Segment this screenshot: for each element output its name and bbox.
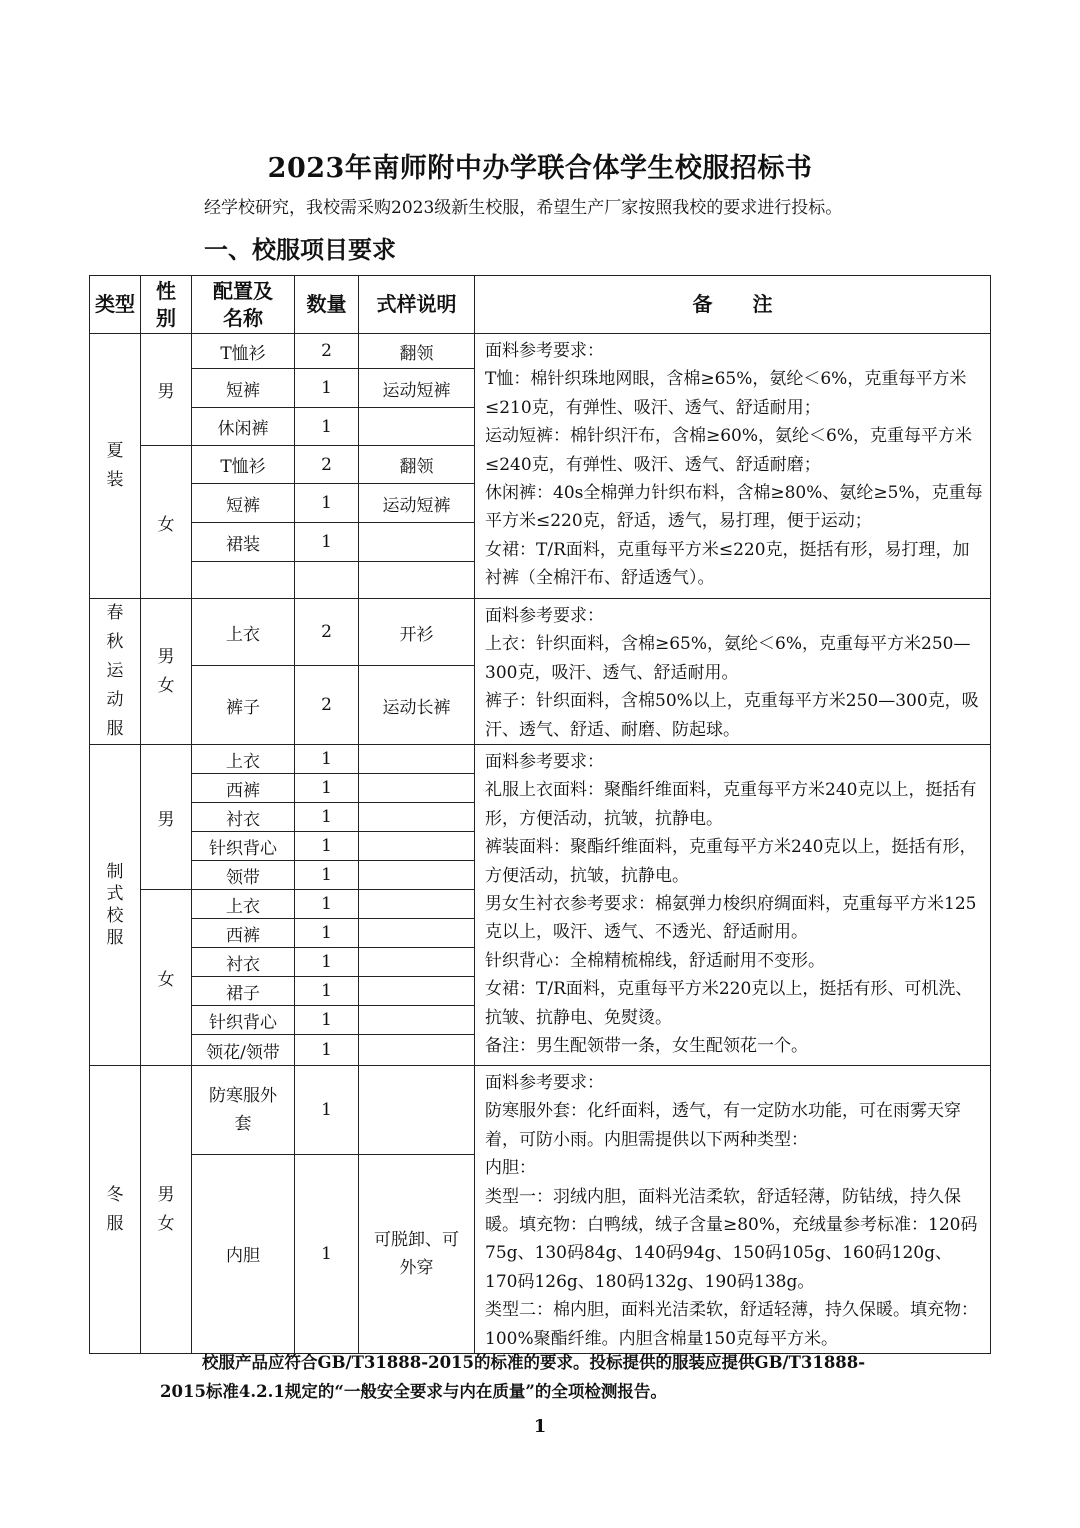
empty-cell bbox=[192, 562, 295, 599]
section-heading: 一、校服项目要求 bbox=[204, 235, 396, 264]
gender-cell: 男女 bbox=[141, 599, 192, 745]
item-name: 衬衣 bbox=[192, 803, 295, 832]
gender-cell: 女 bbox=[141, 446, 192, 599]
item-name: 裙子 bbox=[192, 977, 295, 1006]
header-qty: 数量 bbox=[295, 276, 359, 334]
item-name: 裙装 bbox=[192, 523, 295, 562]
empty-cell bbox=[359, 745, 475, 774]
empty-cell bbox=[359, 890, 475, 919]
header-gender: 性别 bbox=[141, 276, 192, 334]
item-name: 短裤 bbox=[192, 369, 295, 408]
table-row bbox=[90, 599, 991, 666]
item-style bbox=[359, 523, 475, 562]
item-name: 上衣 bbox=[192, 745, 295, 774]
item-name: T恤衫 bbox=[192, 446, 295, 484]
item-style: 运动短裤 bbox=[359, 369, 475, 408]
uniform-requirements-table bbox=[89, 275, 991, 1354]
header-type: 类型 bbox=[90, 276, 141, 334]
item-name: 休闲裤 bbox=[192, 408, 295, 446]
compliance-line-1: 校服产品应符合GB/T31888-2015的标准的要求。投标提供的服装应提供GB/T31888- bbox=[202, 1353, 866, 1372]
item-qty: 1 bbox=[295, 369, 359, 408]
item-qty: 1 bbox=[295, 948, 359, 977]
table-row bbox=[90, 1066, 991, 1155]
type-cell-winter: 冬服 bbox=[90, 1066, 141, 1354]
empty-cell bbox=[359, 977, 475, 1006]
empty-cell bbox=[295, 562, 359, 599]
item-qty: 1 bbox=[295, 1154, 359, 1354]
notes-formal: 面料参考要求： 礼服上衣面料：聚酯纤维面料，克重每平方米240克以上，挺括有形，方便活动，抗皱，抗静电。 裤装面料：聚酯纤维面料，克重每平方米240克以上，挺括有形，方便活动，抗皱，抗静电。 男女生衬衣参考要求：棉氨弹力梭织府绸面料，克重每平方米125克以上，吸汗、透气、不透光、舒适耐用。 针织背心：全棉精梳棉线，舒适耐用不变形。 女裙：T/R面料，克重每平方米220克以上，挺括有形、可机洗、抗皱、抗静电、免熨烫。 备注：男生配领带一条，女生配领花一个。 bbox=[475, 745, 991, 1066]
item-qty: 1 bbox=[295, 774, 359, 803]
item-name: 内胆 bbox=[192, 1154, 295, 1354]
notes-summer: 面料参考要求： T恤：棉针织珠地网眼，含棉≥65%，氨纶＜6%，克重每平方米≤210克，有弹性、吸汗、透气、舒适耐用； 运动短裤：棉针织汗布，含棉≥60%，氨纶＜6%，克重每平方米≤240克，有弹性、吸汗、透气、舒适耐磨； 休闲裤：40s全棉弹力针织布料，含棉≥80%、氨纶≥5%，克重每平方米≤220克，舒适，透气，易打理，便于运动； 女裙：T/R面料，克重每平方米≤220克，挺括有形，易打理，加衬裤（全棉汗布、舒适透气）。 bbox=[475, 334, 991, 599]
item-qty: 1 bbox=[295, 919, 359, 948]
gender-cell: 男 bbox=[141, 745, 192, 890]
item-qty: 1 bbox=[295, 1035, 359, 1066]
header-style: 式样说明 bbox=[359, 276, 475, 334]
item-qty: 1 bbox=[295, 890, 359, 919]
item-name: 防寒服外套 bbox=[192, 1066, 295, 1155]
item-style: 运动长裤 bbox=[359, 666, 475, 745]
item-name: T恤衫 bbox=[192, 334, 295, 369]
empty-cell bbox=[359, 832, 475, 861]
item-name: 衬衣 bbox=[192, 948, 295, 977]
item-style: 运动短裤 bbox=[359, 484, 475, 523]
item-qty: 1 bbox=[295, 803, 359, 832]
gender-cell: 女 bbox=[141, 890, 192, 1066]
header-notes: 备 注 bbox=[475, 276, 991, 334]
item-qty: 1 bbox=[295, 861, 359, 890]
compliance-note bbox=[160, 1348, 930, 1406]
item-qty: 1 bbox=[295, 408, 359, 446]
table-row bbox=[90, 745, 991, 774]
empty-cell bbox=[359, 1006, 475, 1035]
item-style: 翻领 bbox=[359, 446, 475, 484]
table-header-row bbox=[90, 276, 991, 334]
item-style bbox=[359, 1066, 475, 1155]
page-number: 1 bbox=[533, 1416, 547, 1437]
item-qty: 1 bbox=[295, 1066, 359, 1155]
item-name: 短裤 bbox=[192, 484, 295, 523]
item-name: 西裤 bbox=[192, 919, 295, 948]
empty-cell bbox=[359, 562, 475, 599]
item-qty: 1 bbox=[295, 745, 359, 774]
item-name: 领带 bbox=[192, 861, 295, 890]
gender-cell: 男女 bbox=[141, 1066, 192, 1354]
empty-cell bbox=[359, 919, 475, 948]
empty-cell bbox=[359, 803, 475, 832]
item-name: 针织背心 bbox=[192, 832, 295, 861]
type-cell-formal: 制式校服 bbox=[90, 745, 141, 1066]
item-qty: 2 bbox=[295, 334, 359, 369]
empty-cell bbox=[359, 1035, 475, 1066]
page-title: 2023年南师附中办学联合体学生校服招标书 bbox=[267, 153, 813, 184]
item-qty: 1 bbox=[295, 1006, 359, 1035]
gender-cell: 男 bbox=[141, 334, 192, 446]
item-qty: 1 bbox=[295, 977, 359, 1006]
notes-spring: 面料参考要求： 上衣：针织面料，含棉≥65%，氨纶＜6%，克重每平方米250—300克，吸汗、透气、舒适耐用。 裤子：针织面料，含棉50%以上，克重每平方米250—300克，吸汗、透气、舒适、耐磨、防起球。 bbox=[475, 599, 991, 745]
intro-paragraph: 经学校研究，我校需采购2023级新生校服，希望生产厂家按照我校的要求进行投标。 bbox=[204, 198, 843, 218]
item-name: 领花/领带 bbox=[192, 1035, 295, 1066]
item-name: 针织背心 bbox=[192, 1006, 295, 1035]
item-qty: 1 bbox=[295, 523, 359, 562]
item-style bbox=[359, 408, 475, 446]
empty-cell bbox=[359, 948, 475, 977]
item-name: 西裤 bbox=[192, 774, 295, 803]
item-name: 上衣 bbox=[192, 599, 295, 666]
type-cell-summer: 夏装 bbox=[90, 334, 141, 599]
table-row bbox=[90, 334, 991, 369]
item-style: 开衫 bbox=[359, 599, 475, 666]
item-qty: 2 bbox=[295, 446, 359, 484]
item-qty: 1 bbox=[295, 832, 359, 861]
item-qty: 1 bbox=[295, 484, 359, 523]
empty-cell bbox=[359, 774, 475, 803]
item-qty: 2 bbox=[295, 666, 359, 745]
item-name: 裤子 bbox=[192, 666, 295, 745]
notes-winter: 面料参考要求： 防寒服外套：化纤面料，透气，有一定防水功能，可在雨雾天穿着，可防小雨。内胆需提供以下两种类型： 内胆： 类型一：羽绒内胆，面料光洁柔软，舒适轻薄，防钻绒，持久保暖。填充物：白鸭绒，绒子含量≥80%，充绒量参考标准：120码75g、130码84g、140码94g、150码105g、160码120g、170码126g、180码132g、190码138g。 类型二：棉内胆，面料光洁柔软，舒适轻薄，持久保暖。填充物：100%聚酯纤维。内胆含棉量150克每平方米。 bbox=[475, 1066, 991, 1354]
item-name: 上衣 bbox=[192, 890, 295, 919]
item-style: 可脱卸、可外穿 bbox=[359, 1154, 475, 1354]
item-qty: 2 bbox=[295, 599, 359, 666]
type-cell-spring: 春秋运动服 bbox=[90, 599, 141, 745]
item-style: 翻领 bbox=[359, 334, 475, 369]
header-item: 配置及名称 bbox=[192, 276, 295, 334]
empty-cell bbox=[359, 861, 475, 890]
compliance-line-2: 2015标准4.2.1规定的“一般安全要求与内在质量”的全项检测报告。 bbox=[160, 1382, 667, 1401]
